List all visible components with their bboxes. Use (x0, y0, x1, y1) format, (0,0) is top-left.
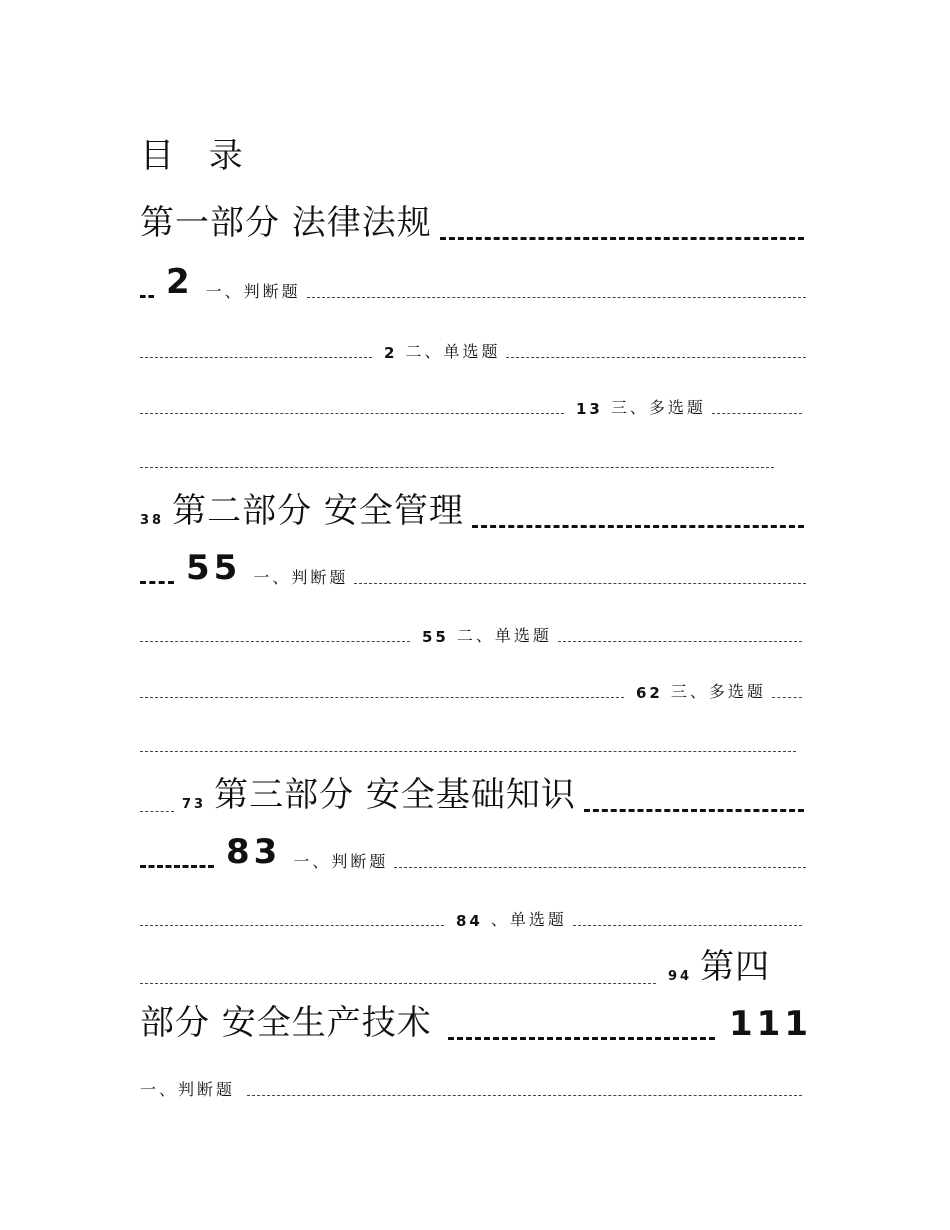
part2-section1-label: 一、判断题 (253, 568, 349, 587)
part1-section3-label: 三、多选题 (610, 398, 706, 417)
leader-dots (573, 925, 802, 926)
leader-dots (140, 751, 796, 752)
toc-entry-part4[interactable] (140, 944, 812, 988)
part2-page: 55 (186, 548, 242, 588)
toc-entry-part2[interactable] (140, 488, 812, 532)
leader-dots (140, 811, 174, 812)
part3-section2-label: 、单选题 (490, 910, 567, 929)
part2-section1-page: 55 (422, 628, 449, 646)
part1-section1-page: 2 (384, 344, 398, 362)
part4-page: 111 (729, 1004, 812, 1044)
leader-dots (472, 525, 804, 528)
part4-title-a: 第四 (700, 947, 771, 987)
part1-page: 2 (166, 262, 194, 302)
toc-entry-part2-s2[interactable] (140, 620, 812, 646)
toc-leader-line (140, 740, 802, 756)
leader-dots (140, 413, 564, 414)
leader-dots (140, 697, 624, 698)
part4-title-b: 部分 安全生产技术 (140, 1003, 432, 1043)
leader-dots (772, 697, 802, 698)
leader-dots (448, 1037, 715, 1040)
leader-dots (140, 295, 154, 298)
toc-entry-part2-s3[interactable] (140, 676, 812, 702)
leader-dots (247, 1095, 802, 1096)
part1-section1-label: 一、判断题 (205, 282, 301, 301)
toc-entry-part1-cont[interactable] (140, 258, 812, 302)
leader-dots (140, 641, 410, 642)
part1-section2-page: 13 (576, 400, 603, 418)
leader-dots (506, 357, 806, 358)
part3-page: 83 (226, 832, 282, 872)
toc-leader-line (140, 456, 780, 472)
toc-entry-part4-s1[interactable] (140, 1074, 802, 1100)
part2-title: 第二部分 安全管理 (172, 491, 464, 531)
part2-section2-label: 二、单选题 (456, 626, 552, 645)
leader-dots (140, 467, 774, 468)
part2-section2-page: 62 (636, 684, 663, 702)
toc-entry-part1-s2[interactable] (140, 336, 812, 362)
part4-section1-label: 一、判断题 (140, 1080, 236, 1099)
leader-dots (140, 925, 444, 926)
toc-entry-part1[interactable] (140, 200, 812, 244)
toc-title (140, 128, 812, 177)
leader-dots (140, 865, 214, 868)
part3-title: 第三部分 安全基础知识 (214, 775, 576, 815)
leader-dots (712, 413, 802, 414)
part2-section3-label: 三、多选题 (670, 682, 766, 701)
leader-dots (440, 237, 804, 240)
leader-dots (140, 581, 174, 584)
part2-section3-page: 73 (182, 797, 207, 812)
leader-dots (307, 297, 806, 298)
part3-section1-label: 一、判断题 (293, 852, 389, 871)
leader-dots (354, 583, 806, 584)
part3-section1-page: 84 (456, 912, 483, 930)
part1-title: 第一部分 法律法规 (140, 203, 432, 243)
toc-entry-part4-cont[interactable] (140, 1000, 812, 1044)
part3-section2-page: 94 (668, 969, 693, 984)
leader-dots (558, 641, 802, 642)
toc-entry-part3[interactable] (140, 772, 812, 816)
toc-entry-part3-s2[interactable] (140, 904, 812, 930)
toc-title-text: 目 录 (140, 136, 255, 176)
toc-entry-part1-s3[interactable] (140, 392, 812, 418)
leader-dots (584, 809, 804, 812)
leader-dots (140, 357, 372, 358)
part1-section2-label: 二、单选题 (405, 342, 501, 361)
part1-section3-page: 38 (140, 513, 165, 528)
leader-dots (140, 983, 656, 984)
toc-entry-part2-cont[interactable] (140, 544, 812, 588)
leader-dots (394, 867, 806, 868)
toc-entry-part3-cont[interactable] (140, 828, 812, 872)
